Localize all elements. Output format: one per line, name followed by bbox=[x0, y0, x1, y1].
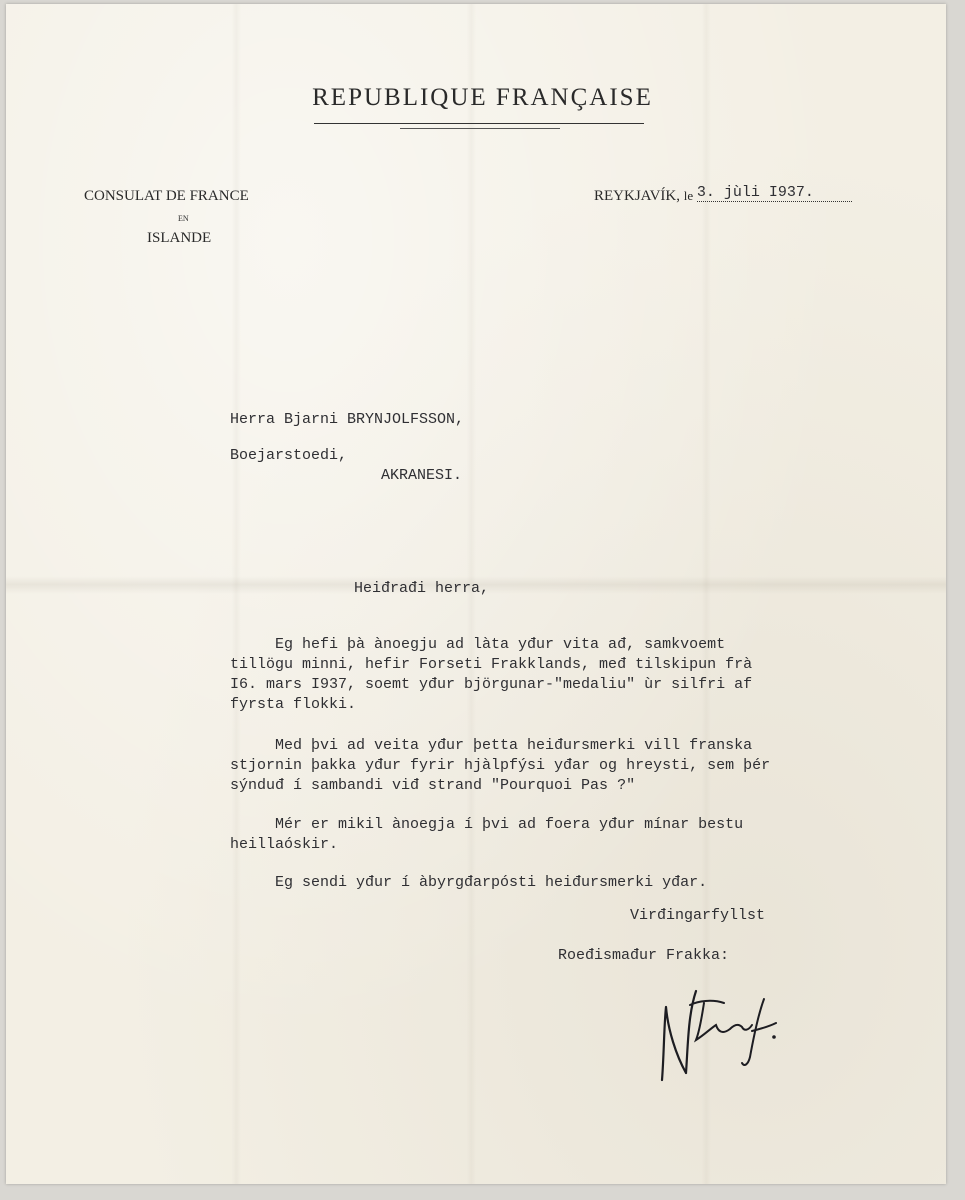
signature-icon bbox=[652, 985, 792, 1090]
letterhead-title: REPUBLIQUE FRANÇAISE bbox=[312, 84, 653, 111]
letterhead-rule-short bbox=[400, 128, 560, 129]
consul-title: Roeđismađur Frakka: bbox=[558, 947, 730, 964]
letter-date: 3. jùli I937. bbox=[697, 184, 852, 202]
place-name: REYKJAVÍK, bbox=[594, 188, 680, 204]
place-date-line bbox=[594, 184, 852, 206]
addressee-title: Boejarstoedi, bbox=[230, 447, 348, 464]
consulat-line-1: CONSULAT DE FRANCE bbox=[84, 188, 249, 204]
addressee-name: Herra Bjarni BRYNJOLFSSON, bbox=[230, 411, 465, 428]
letter-paragraph: Med þvi ad veita yđur þetta heiđursmerki vill franska stjornin þakka yđur fyrir hjàlpfýsi yđar og hreysti, sem þér sýnduđ í sambandi viđ strand "Pourquoi Pas ?" bbox=[230, 737, 771, 794]
letter-paragraph: Mér er mikil ànoegja í þvi ad foera yđur mínar bestu heillaóskir. bbox=[230, 816, 744, 853]
closing-phrase: Virđingarfyllst bbox=[630, 907, 766, 924]
salutation: Heiđrađi herra, bbox=[354, 580, 490, 597]
letter-paragraph: Eg sendi yđur í àbyrgđarpósti heiđursmerki yđar. bbox=[230, 874, 708, 891]
letter-paragraph: Eg hefi þà ànoegju ad làta yđur vita ađ, samkvoemt tillögu minni, hefir Forseti Frakklands, međ tilskipun frà I6. mars I937, soemt yđur björgunar-"medaliu" ùr silfri af fyrsta flokki. bbox=[230, 636, 753, 713]
consulat-line-2: EN bbox=[178, 214, 189, 223]
consulat-line-3: ISLANDE bbox=[147, 230, 212, 246]
addressee-town: AKRANESI. bbox=[381, 467, 463, 484]
le-word: le bbox=[683, 188, 694, 203]
letterhead-rule bbox=[314, 123, 644, 124]
